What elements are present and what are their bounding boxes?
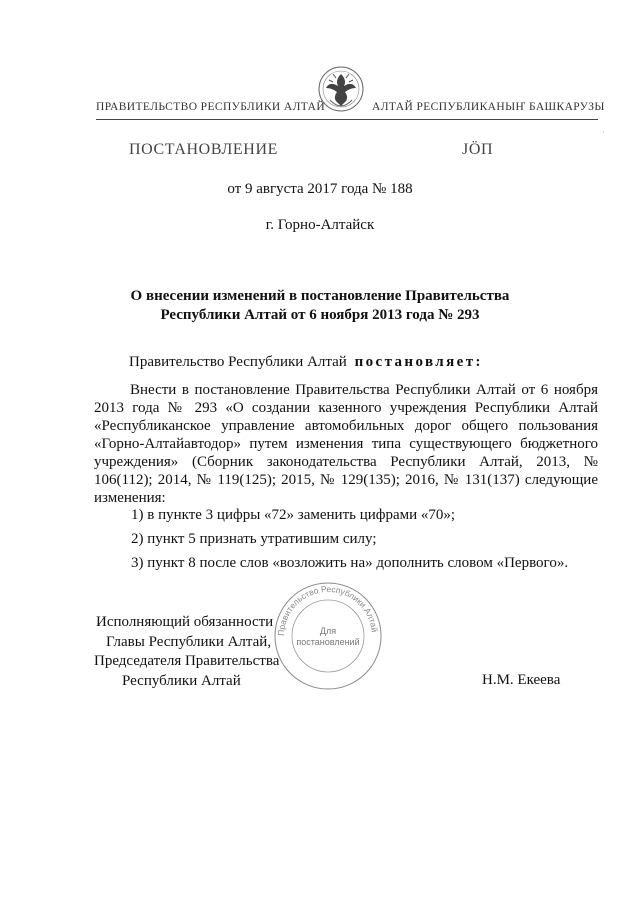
org-name-altai: АЛТАЙ РЕСПУБЛИКАНЫҤ БАШКАРУЗЫ	[372, 101, 605, 113]
stamp-center-text	[292, 626, 364, 648]
stamp-inner-line-2: постановлений	[296, 637, 360, 647]
signer-position-line-2: Главы Республики Алтай,	[106, 634, 272, 650]
list-item: 3) пункт 8 после слов «возложить на» дополнить словом «Первого».	[131, 555, 569, 571]
document-place: г. Горно-Алтайск	[265, 217, 375, 233]
list-item: 2) пункт 5 признать утратившим силу;	[131, 531, 377, 547]
document-title	[0, 287, 640, 325]
stamp-inner-line-1: Для	[319, 626, 337, 636]
title-line-2: Республики Алтай от 6 ноября 2013 года № 293	[160, 307, 480, 323]
signer-position-line-4: Республики Алтай	[122, 673, 241, 689]
resolution-verb: постановляет:	[354, 354, 483, 370]
doc-type-altai: ЈÖП	[462, 141, 494, 158]
title-line-1: О внесении изменений в постановление Правительства	[130, 288, 510, 304]
doc-type-russian: ПОСТАНОВЛЕНИЕ	[129, 141, 278, 158]
document-date-number: от 9 августа 2017 года № 188	[227, 181, 413, 197]
list-item: 1) в пункте 3 цифры «72» заменить цифрами «70»;	[131, 507, 456, 523]
signer-name: Н.М. Екеева	[482, 672, 561, 688]
coat-of-arms-emblem	[316, 62, 366, 120]
resolution-subject: Правительство Республики Алтай	[129, 354, 347, 370]
body-paragraph: Внести в постановление Правительства Республики Алтай от 6 ноября 2013 года № 293 «О создании казенного учреждения Республики Алтай «Республиканское управление автомобильных дорог общего пользования «Горно-Алтайавтодор» путем изменения типа существующего бюджетного учреждения» (Сборник законодательства Республики Алтай, 2013, № 106(112); 2014, № 119(125); 2015, № 129(135); 2016, № 131(137) следующие изменения:	[94, 382, 598, 506]
stamp-ring-text: Правительство Республики Алтай	[275, 583, 380, 637]
page-tick-mark: ·	[602, 128, 605, 137]
resolution-line	[129, 354, 483, 371]
signer-position-line-1: Исполняющий обязанности	[96, 614, 274, 630]
signer-position-line-3: Председателя Правительства	[94, 653, 280, 669]
org-name-russian: ПРАВИТЕЛЬСТВО РЕСПУБЛИКИ АЛТАЙ	[96, 101, 326, 113]
header-divider	[96, 119, 598, 120]
